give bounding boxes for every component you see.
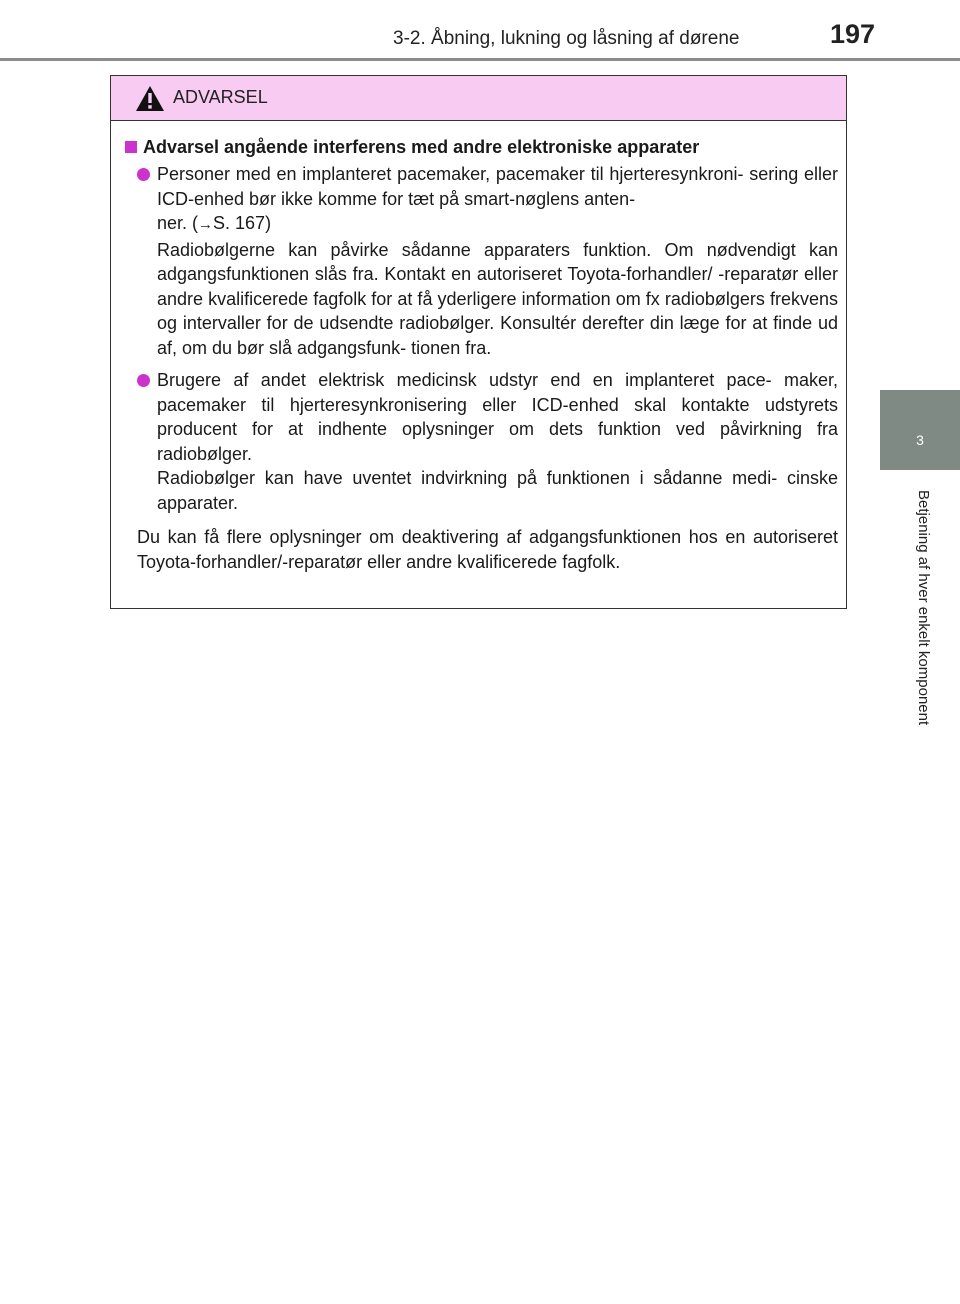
text-line: -reparatør eller andre kvalificerede fagfolk for at få yderligere information bbox=[157, 264, 838, 309]
item-text bbox=[157, 162, 838, 360]
warning-label: ADVARSEL bbox=[173, 87, 268, 107]
text-line: Brugere af andet elektrisk medicinsk udstyr end en implanteret pace- bbox=[157, 370, 772, 390]
text-line: cinske apparater. bbox=[157, 468, 838, 513]
warning-box bbox=[110, 75, 847, 609]
warning-body bbox=[111, 121, 846, 574]
text-line: Radiobølgerne kan påvirke sådanne apparaters funktion. Om nødvendigt bbox=[157, 239, 796, 260]
arrow-icon: → bbox=[198, 216, 214, 233]
closing-note bbox=[125, 523, 838, 574]
text-line: om fx radiobølgers frekvens og intervaller for de udsendte radiobølger. bbox=[157, 288, 838, 333]
text-line: sering eller ICD-enhed bør ikke komme for tæt på smart-nøglens anten- bbox=[157, 164, 839, 209]
square-bullet-icon bbox=[125, 141, 137, 153]
section-heading bbox=[125, 135, 838, 159]
note-text bbox=[137, 525, 838, 574]
text-line: ner. ( bbox=[157, 213, 199, 233]
chapter-label-text: Betjening af hver enkelt komponent bbox=[915, 490, 932, 726]
chapter-tab bbox=[880, 390, 960, 470]
chapter-label bbox=[908, 490, 932, 820]
warning-header bbox=[111, 76, 846, 121]
text-line: Du kan få flere oplysninger om deaktivering af adgangsfunktionen hos en bbox=[137, 527, 746, 547]
chapter-number: 3 bbox=[916, 432, 924, 448]
text-line: maker, pacemaker til hjerteresynkronisering eller ICD-enhed skal kontakte bbox=[157, 370, 838, 415]
list-item bbox=[125, 368, 838, 515]
text-line: autoriseret Toyota-forhandler/-reparatør eller andre kvalificerede fagfolk. bbox=[137, 527, 838, 572]
dot-bullet-icon bbox=[137, 168, 150, 181]
header-rule bbox=[0, 58, 960, 61]
text-line: Konsultér derefter din læge for at finde ud af, om du bør slå adgangsfunk- bbox=[157, 313, 839, 358]
text-line: påvirkning fra radiobølger. bbox=[157, 419, 838, 464]
text-line: kan adgangsfunktionen slås fra. Kontakt en autoriseret Toyota-forhandler/ bbox=[157, 239, 838, 284]
running-header: 3-2. Åbning, lukning og låsning af dørene bbox=[393, 28, 740, 49]
page-number: 197 bbox=[830, 19, 876, 49]
text-line: Personer med en implanteret pacemaker, pacemaker til hjerteresynkroni- bbox=[157, 164, 744, 184]
text-line: Radiobølger kan have uventet indvirkning på funktionen i sådanne medi- bbox=[157, 468, 778, 488]
text-line: tionen fra. bbox=[411, 337, 492, 358]
dot-bullet-icon bbox=[137, 374, 150, 387]
item-text bbox=[157, 368, 838, 515]
warning-triangle-icon bbox=[135, 85, 165, 112]
text-line: udstyrets producent for at indhente oplysninger om dets funktion ved bbox=[157, 394, 838, 439]
section-heading-text: Advarsel angående interferens med andre elektroniske apparater bbox=[143, 137, 700, 157]
page-reference: S. 167) bbox=[213, 213, 272, 233]
list-item bbox=[125, 162, 838, 360]
